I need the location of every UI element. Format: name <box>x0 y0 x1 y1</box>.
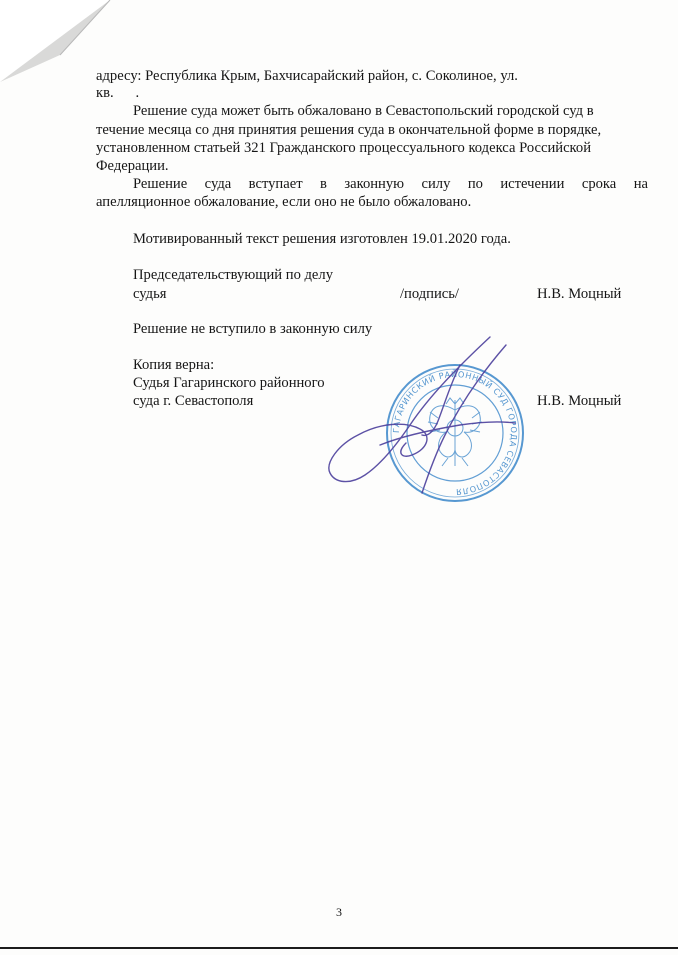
appeal-paragraph-line-4: Федерации. <box>96 158 169 174</box>
presiding-signature-mark: /подпись/ <box>400 286 459 302</box>
seal-outer-text: ГАГАРИНСКИЙ РАЙОННЫЙ СУД ГОРОДА СЕВАСТОПОЛЯ <box>390 368 520 498</box>
address-line: адресу: Республика Крым, Бахчисарайский район, с. Соколиное, ул. <box>96 68 518 84</box>
status-note: Решение не вступило в законную силу <box>133 321 373 337</box>
signature-stroke-underline <box>380 422 515 445</box>
effect-paragraph-line-1: Решение суда вступает в законную силу по истечении срока на <box>133 176 648 192</box>
signature-stroke-main <box>329 337 490 482</box>
scan-bottom-edge <box>0 947 678 949</box>
page-number: 3 <box>336 905 342 919</box>
copy-heading: Копия верна: <box>133 357 215 373</box>
appeal-paragraph-line-3: установленном статьей 321 Гражданского процессуального кодекса Российской <box>96 140 592 156</box>
appeal-paragraph-line-2: течение месяца со дня принятия решения суда в окончательной форме в порядке, <box>96 122 602 138</box>
appeal-paragraph-line-1: Решение суда может быть обжаловано в Севастопольский городской суд в <box>133 103 594 119</box>
signature-stroke-descender <box>422 345 506 493</box>
copy-title-line-2: суда г. Севастополя <box>133 393 254 409</box>
copy-title-line-1: Судья Гагаринского районного <box>133 375 325 391</box>
apartment-line: кв. . <box>96 85 140 101</box>
presiding-title-line-1: Председательствующий по делу <box>133 267 333 283</box>
copy-judge-name: Н.В. Моцный <box>537 393 622 409</box>
presiding-title-line-2: судья <box>133 286 167 302</box>
signature-stroke-flourish <box>422 365 460 435</box>
presiding-judge-name: Н.В. Моцный <box>537 286 622 302</box>
reasoned-text-note: Мотивированный текст решения изготовлен 19.01.2020 года. <box>133 231 511 247</box>
handwritten-signature <box>310 325 530 505</box>
effect-paragraph-line-2: апелляционное обжалование, если оно не было обжаловано. <box>96 194 472 210</box>
